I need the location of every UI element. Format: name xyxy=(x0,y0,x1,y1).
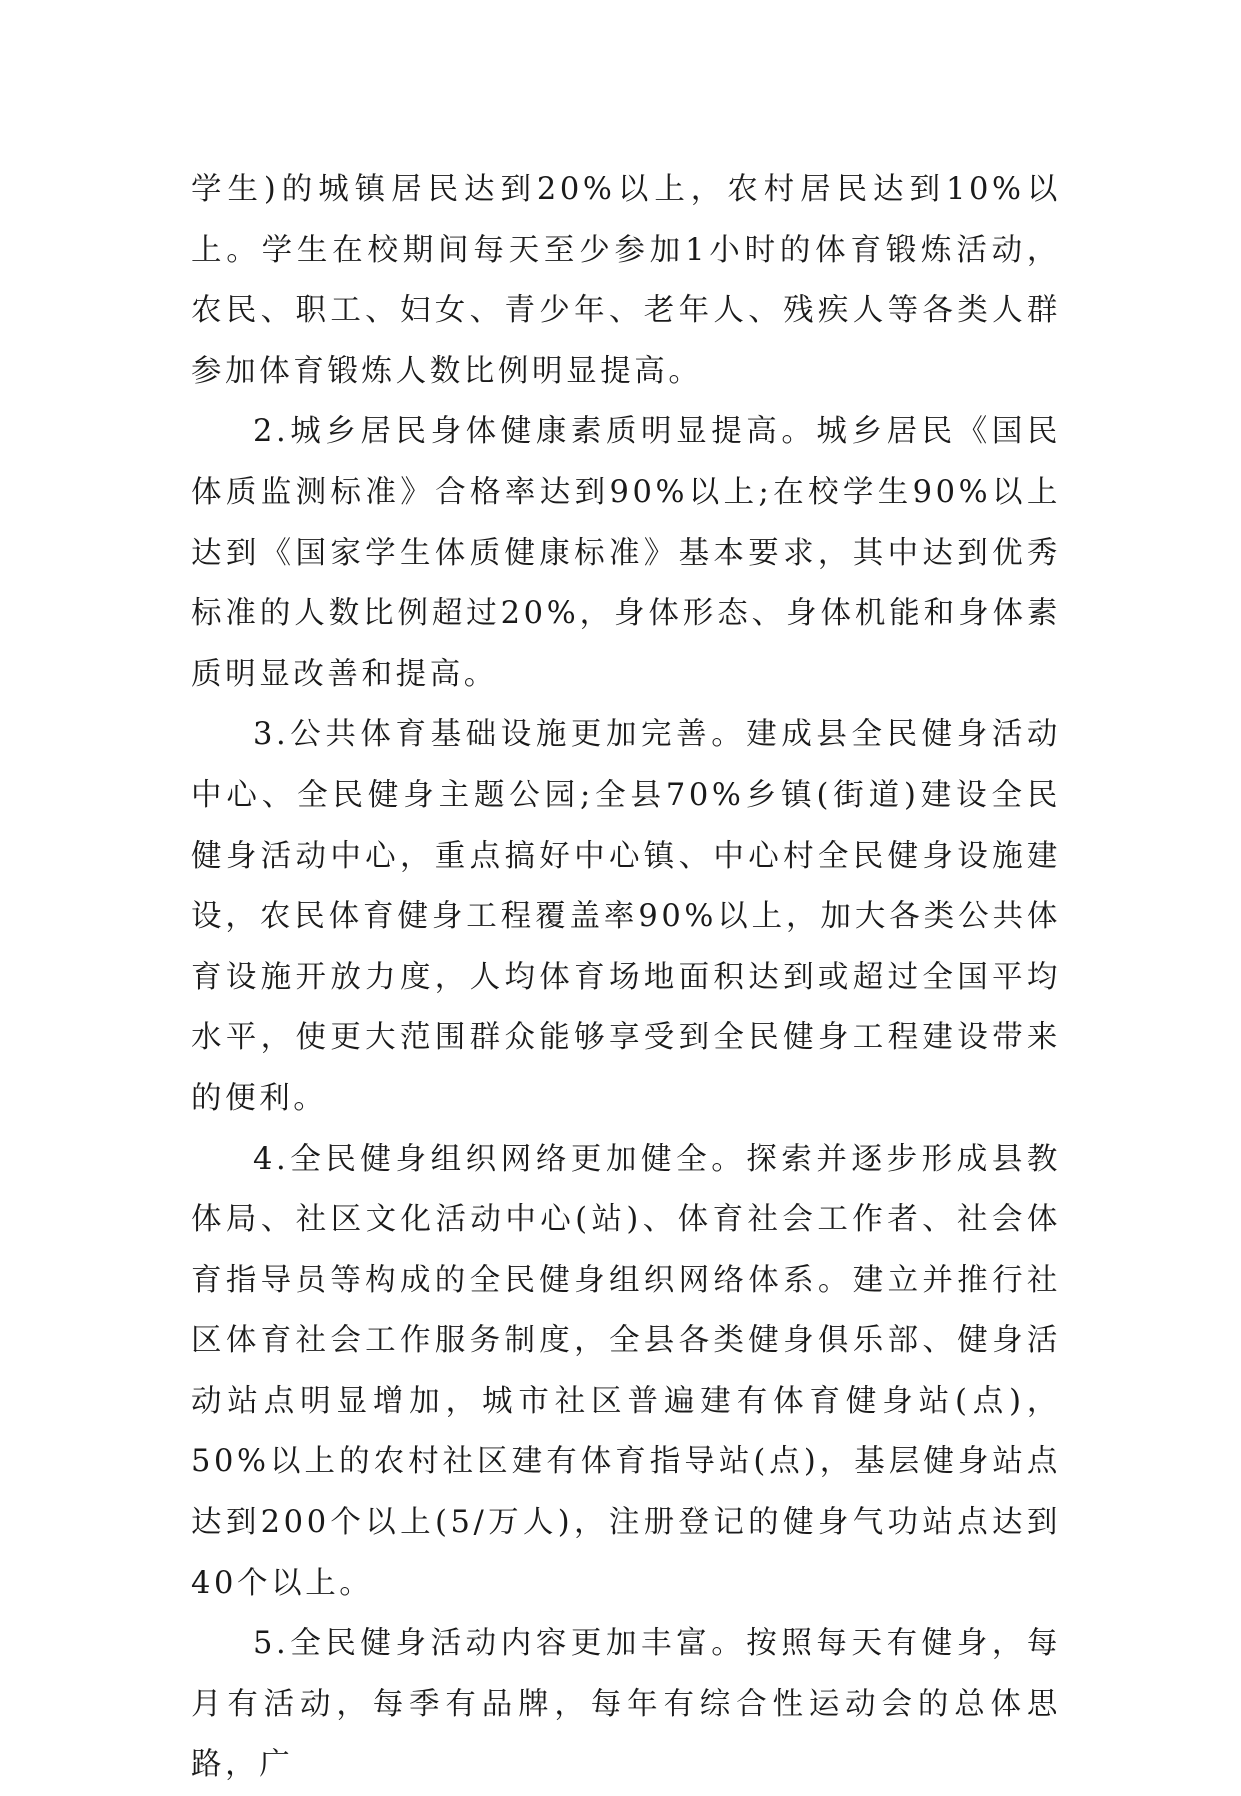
paragraph-organization-network: 4.全民健身组织网络更加健全。探索并逐步形成县教体局、社区文化活动中心(站)、体育社会工作者、社会体育指导员等构成的全民健身组织网络体系。建立并推行社区体育社会工作服务制度，全县各类健身俱乐部、健身活动站点明显增加，城市社区普遍建有体育健身站(点)，50%以上的农村社区建有体育指导站(点)，基层健身站点达到200个以上(5/万人)，注册登记的健身气功站点达到40个以上。 xyxy=(191,1141,1061,1601)
paragraph-health-quality: 2.城乡居民身体健康素质明显提高。城乡居民《国民体质监测标准》合格率达到90%以上;在校学生90%以上达到《国家学生体质健康标准》基本要求，其中达到优秀标准的人数比例超过20%，身体形态、身体机能和身体素质明显改善和提高。 xyxy=(191,414,1061,692)
paragraph-activity-content: 5.全民健身活动内容更加丰富。按照每天有健身，每月有活动，每季有品牌，每年有综合性运动会的总体思路，广 xyxy=(191,1626,1061,1783)
paragraph-public-facilities: 3.公共体育基础设施更加完善。建成县全民健身活动中心、全民健身主题公园;全县70%乡镇(街道)建设全民健身活动中心，重点搞好中心镇、中心村全民健身设施建设，农民体育健身工程覆盖率90%以上，加大各类公共体育设施开放力度，人均体育场地面积达到或超过全国平均水平，使更大范围群众能够享受到全民健身工程建设带来的便利。 xyxy=(191,717,1061,1116)
paragraph-continuation: 学生)的城镇居民达到20%以上，农村居民达到10%以上。学生在校期间每天至少参加1小时的体育锻炼活动，农民、职工、妇女、青少年、老年人、残疾人等各类人群参加体育锻炼人数比例明显提高。 xyxy=(191,172,1061,389)
document-body xyxy=(191,160,1061,1796)
